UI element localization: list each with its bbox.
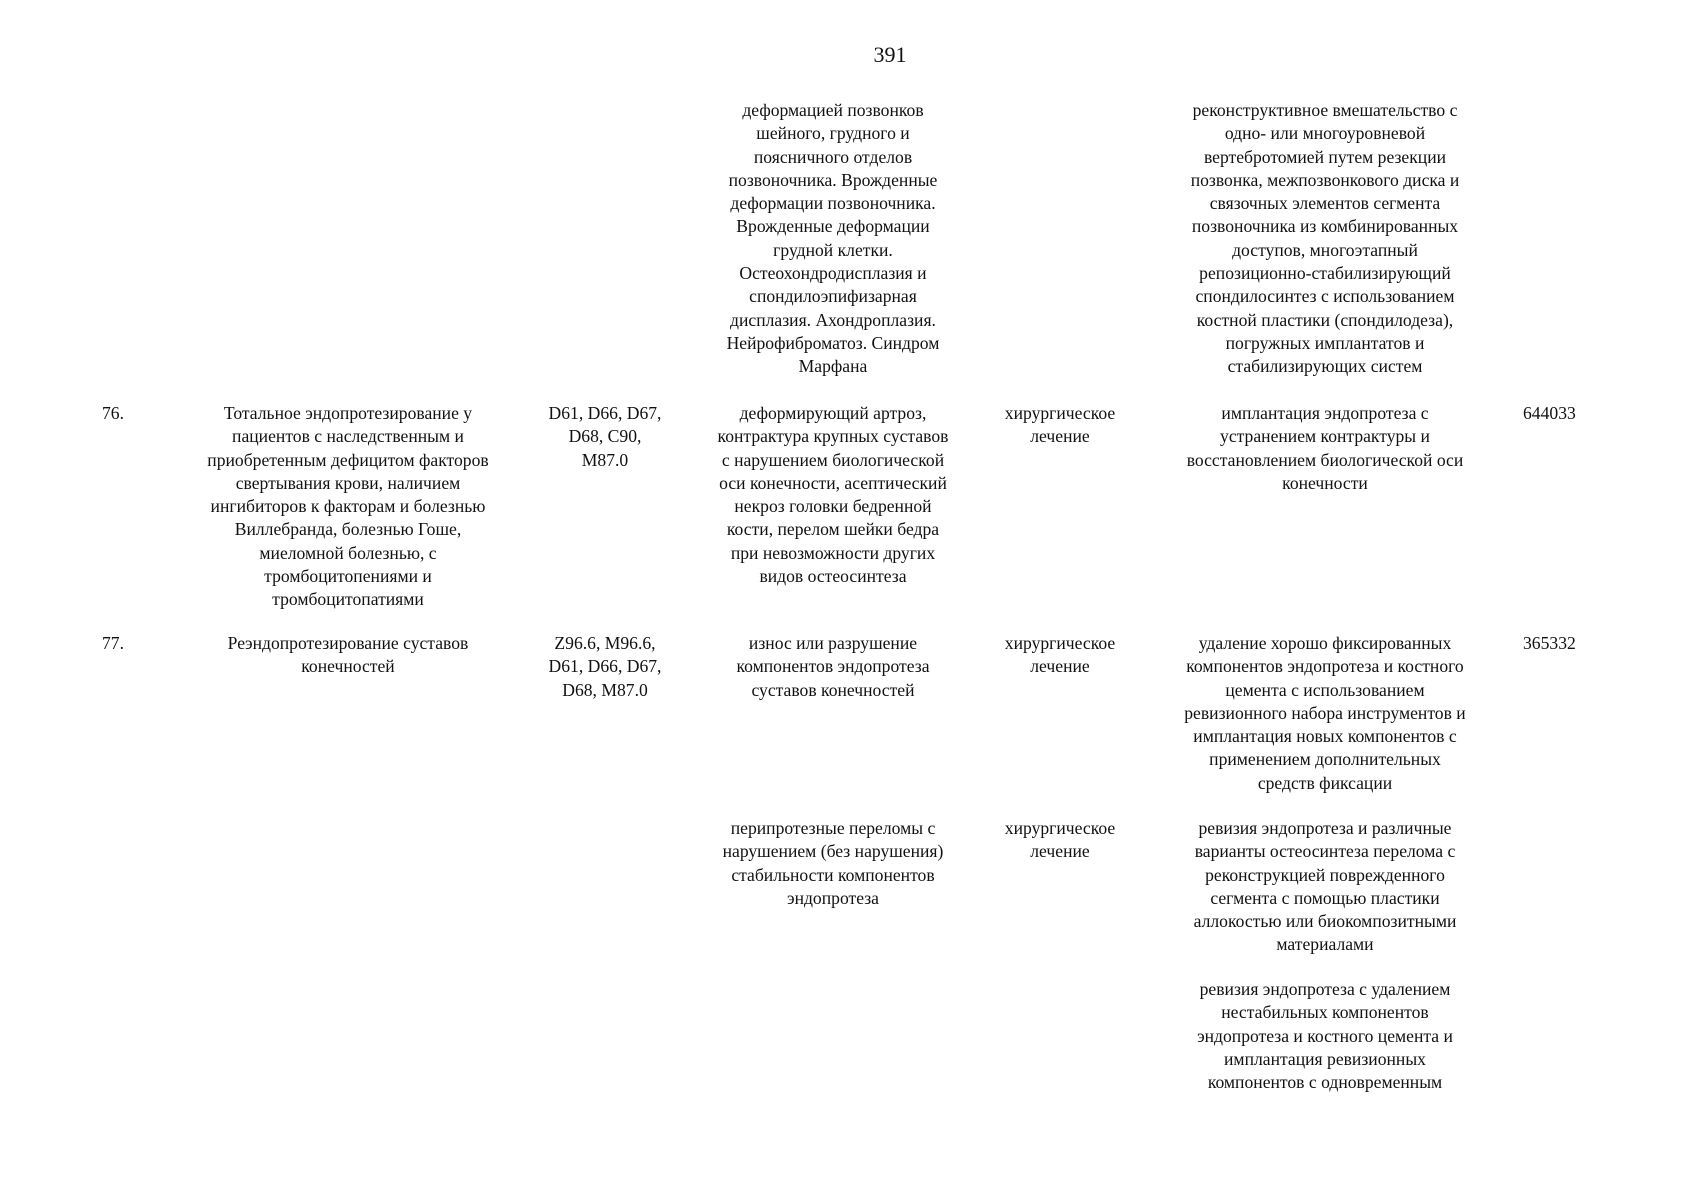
row-method: удаление хорошо фиксированных компонентов эндопротеза и костного цемента с использованием ревизионного набора инструментов и имплантация новых компонентов с применением дополнительных средств фиксации	[1184, 633, 1466, 793]
row-cost: 644033	[1523, 403, 1576, 423]
row-number: 76.	[102, 403, 124, 423]
row-name: Реэндопротезирование суставов конечностей	[227, 633, 469, 677]
row-codes: Z96.6, M96.6, D61, D66, D67, D68, M87.0	[548, 633, 662, 700]
row-number: 77.	[102, 633, 124, 653]
row-cost: 365332	[1523, 633, 1576, 653]
row-treatment: хирургическое лечение	[1004, 403, 1116, 447]
row-codes: D61, D66, D67, D68, C90, M87.0	[548, 403, 662, 470]
row-disease: износ или разрушение компонентов эндопротеза суставов конечностей	[736, 633, 930, 700]
page-number: 391	[873, 42, 907, 67]
row-disease: деформирующий артроз, контрактура крупных суставов с нарушением биологической оси конечности, асептический некроз головки бедренной кости, перелом шейки бедра при невозможности других видов остеосинтеза	[717, 403, 949, 587]
continuation-method: реконструктивное вмешательство с одно- или многоуровневой вертебротомией путем резекции позвонка, межпозвонкового диска и связочных элементов сегмента позвоночника из комбинированных доступов, многоэтапный репозиционно-стабилизирующий спондилосинтез с использованием костной пластики (спондилодеза), погружных имплантатов и стабилизирующих систем	[1190, 100, 1460, 377]
row-name: Тотальное эндопротезирование у пациентов с наследственным и приобретенным дефицитом факторов свертывания крови, наличием ингибиторов к факторам и болезнью Виллебранда, болезнью Гоше, миеломной болезнью, с тромбоцитопениями и тромбоцитопатиями	[207, 403, 489, 610]
subrow-method: ревизия эндопротеза и различные варианты остеосинтеза перелома с реконструкцией поврежденного сегмента с помощью пластики аллокостью или биокомпозитными материалами	[1193, 818, 1457, 955]
extra-method: ревизия эндопротеза с удалением нестабильных компонентов эндопротеза и костного цемента и имплантация ревизионных компонентов с одновременным	[1197, 979, 1453, 1093]
row-method: имплантация эндопротеза с устранением контрактуры и восстановлением биологической оси конечности	[1186, 403, 1464, 493]
subrow-treatment: хирургическое лечение	[1004, 818, 1116, 862]
continuation-disease: деформацией позвонков шейного, грудного и поясничного отделов позвоночника. Врожденные деформации позвоночника. Врожденные деформации грудной клетки. Остеохондродисплазия и спондилоэпифизарная дисплазия. Ахондроплазия. Нейрофиброматоз. Синдром Марфана	[726, 100, 940, 377]
subrow-disease: перипротезные переломы с нарушением (без нарушения) стабильности компонентов эндопротеза	[722, 818, 944, 908]
row-treatment: хирургическое лечение	[1004, 633, 1116, 677]
